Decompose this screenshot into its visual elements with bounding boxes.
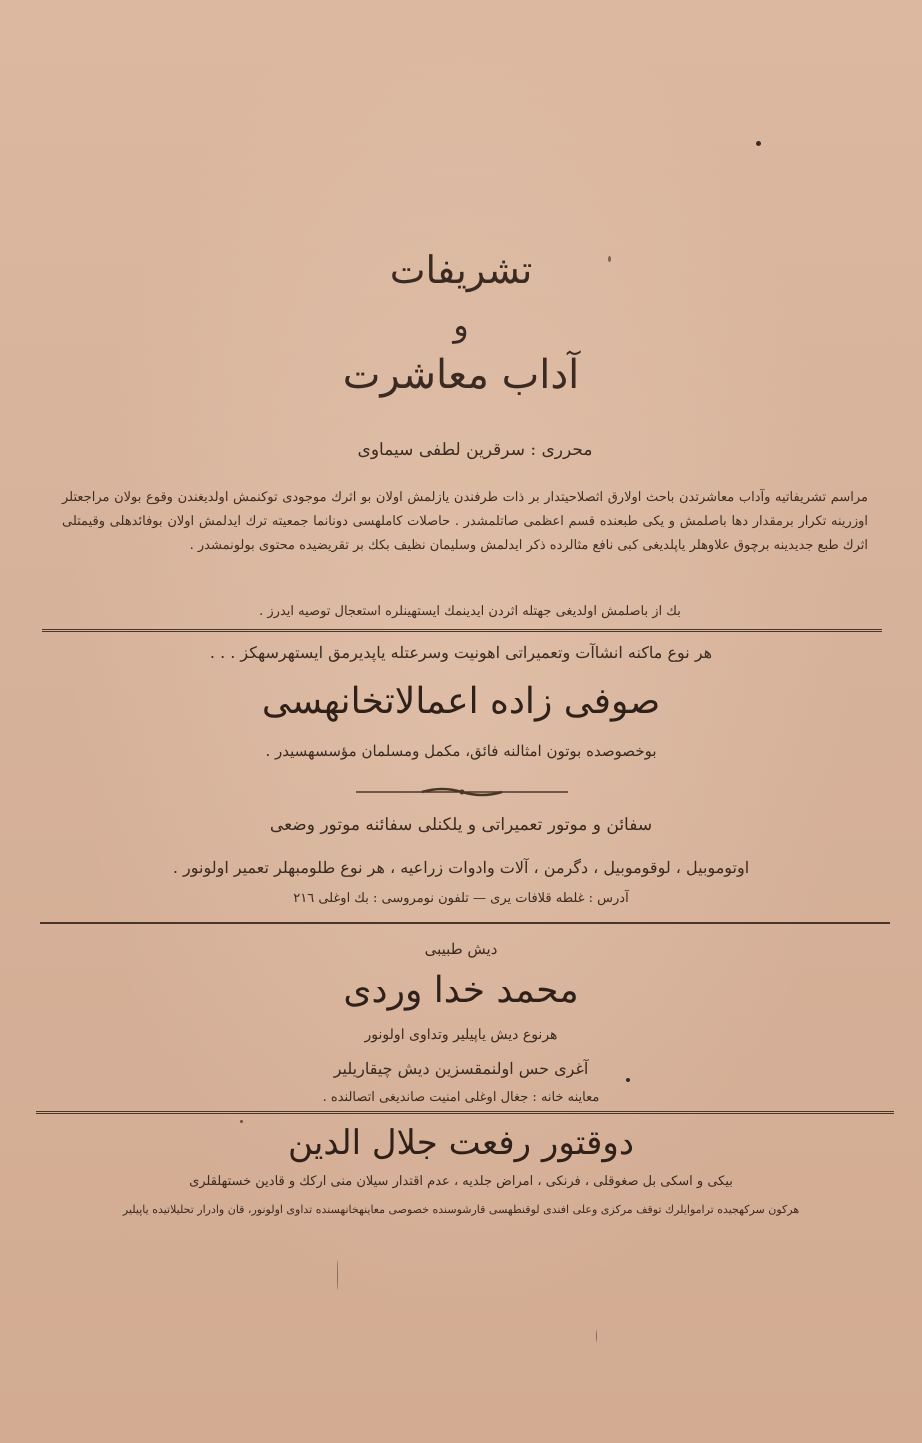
- section-divider: [40, 922, 890, 924]
- dentist-ad-painless: آغری حس اولنمقسزین دیش چیقاریلیر: [333, 1059, 589, 1078]
- section-divider: [36, 1111, 894, 1116]
- paper-speck: [240, 1120, 243, 1123]
- dentist-ad-name: محمد خدا وردی: [343, 970, 579, 1011]
- book-title: تشریفات: [389, 248, 533, 292]
- book-description: مراسم تشریفاتیه وآداب معاشرتدن باحث اولارق اثصلاحیتدار بر ذات طرفندن یازلمش اولان بو اثرك موجودی توكنمش اولدیغندن وقوع بولان مراجعتلر اوزرینه تكرار برمقدار دها باصلمش و یکی طبعنده قسم اعظمی صاتلمشدر . حاصلات كاملهسی دونانما جمعیته ترك ایدلمش اولان بوفائدهلی وقیمتلی اثرك طبع جدیدینه برچوق علاوهلر یاپلدیغی كبی نافع مثالرده ذكر ایدلمش وسلیمان نظیف بكك بر تقریضیده محتوی بولونمشدر .: [62, 490, 868, 553]
- workshop-ad-headline: هر نوع ماكنه انشاآت وتعمیراتی اهونیت وسرعتله یاپدیرمق ایستهرسهكز . . .: [209, 643, 713, 662]
- book-subtitle: آداب معاشرت: [342, 352, 580, 398]
- workshop-ad-services-marine: سفائن و موتور تعمیراتی و یلكنلی سفائنه موتور وضعی: [269, 815, 653, 835]
- paper-speck: [608, 256, 611, 262]
- dentist-ad-services: هرنوع دیش یاپیلیر وتداوی اولونور: [364, 1027, 558, 1043]
- paper-speck: [596, 1330, 597, 1342]
- workshop-ad-name: صوفی زاده اعمالاتخانهسی: [261, 681, 661, 722]
- ornamental-divider: [352, 784, 572, 800]
- title-conjunction: و: [453, 306, 469, 344]
- doctor-ad-hours: هركون سركهجیده تراموایلرك توقف مركزی وعلی افندی لوقنطهسی قارشوسنده خصوصی معاینهخانهسنده تداوی اولونور، قان وادرار تحلیلاتیده یاپیلیر: [122, 1203, 800, 1216]
- paper-speck: [626, 1078, 630, 1082]
- doctor-ad-specialties: بیكی و اسكی بل صغوقلی ، فرنكی ، امراض جلدیه ، عدم اقتدار سیلان منی اركك و قادین خستهلقلری: [189, 1174, 733, 1189]
- author-line: محرری : سرقرین لطفی سیماوی: [357, 440, 593, 460]
- doctor-ad-name: دوقتور رفعت جلال الدین: [288, 1123, 634, 1163]
- workshop-ad-services-vehicles: اوتوموبیل ، لوقوموبیل ، دگرمن ، آلات وادوات زراعیه ، هر نوع طلومبهلر تعمیر اولونور .: [172, 858, 750, 877]
- dentist-ad-clinic-address: معاینه خانه : جغال اوغلی امنیت صاندیغی اتصالنده .: [322, 1090, 600, 1105]
- book-description-closing: بك از باصلمش اولدیغی جهتله اثردن ایدینمك ایستهینلره استعجال توصیه ایدرز .: [259, 604, 681, 619]
- workshop-ad-address: آدرس : غلطه قلافات یری — تلفون نومروسی : بك اوغلی ٢١٦: [293, 891, 629, 906]
- section-divider: [42, 629, 882, 634]
- dentist-ad-role: دیش طبیبی: [424, 940, 498, 958]
- paper-speck: [337, 1260, 338, 1290]
- workshop-ad-tagline: بوخصوصده بوتون امثالنه فائق، مكمل ومسلمان مؤسسهسیدر .: [265, 742, 657, 760]
- paper-speck: [756, 141, 761, 146]
